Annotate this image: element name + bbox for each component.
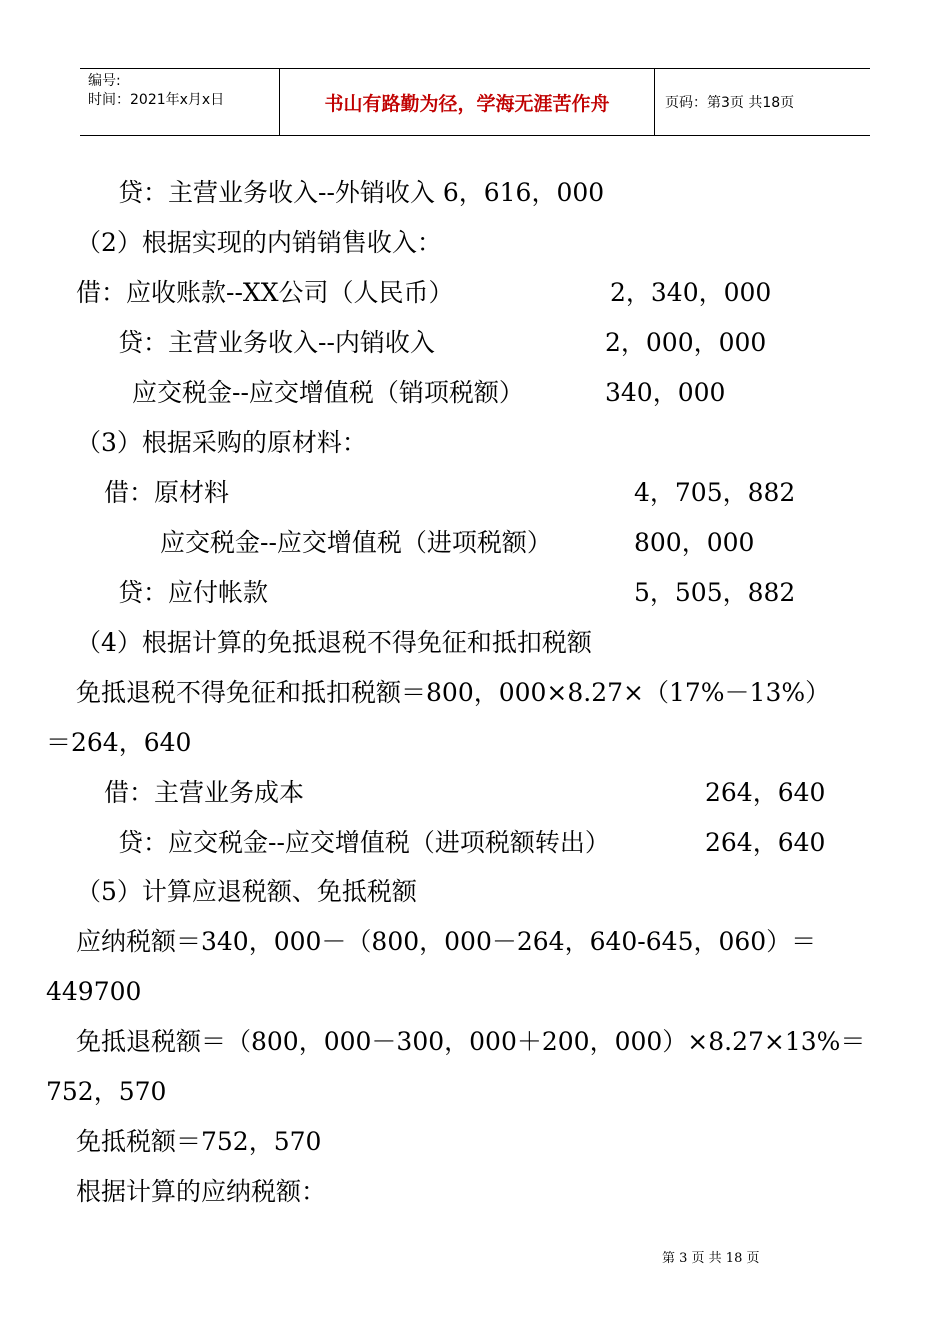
section-heading: （4）根据计算的免抵退税不得免征和抵扣税额 bbox=[76, 628, 592, 657]
entry-line: 借：原材料 bbox=[104, 478, 230, 507]
entry-line: 应交税金--应交增值税（进项税额） bbox=[160, 528, 552, 557]
entry-amount: 340，000 bbox=[605, 378, 726, 407]
formula-line: ＝264，640 bbox=[46, 728, 192, 757]
entry-amount: 4，705，882 bbox=[634, 478, 796, 507]
time-label: 时间：2021年x月x日 bbox=[88, 92, 225, 108]
entry-amount: 264，640 bbox=[705, 778, 826, 807]
section-heading: （3）根据采购的原材料： bbox=[76, 428, 367, 457]
section-heading: （2）根据实现的内销销售收入： bbox=[76, 228, 442, 257]
number-label: 编号: bbox=[88, 73, 121, 89]
entry-amount: 2，340，000 bbox=[610, 278, 772, 307]
entry-line: 借：应收账款--XX公司（人民币） bbox=[76, 278, 454, 307]
entry-line: 借：主营业务成本 bbox=[104, 778, 305, 807]
section-heading: （5）计算应退税额、免抵税额 bbox=[76, 877, 417, 906]
formula-line: 752，570 bbox=[46, 1077, 167, 1106]
entry-line: 贷：应付帐款 bbox=[118, 578, 269, 607]
page-footer: 第 3 页 共 18 页 bbox=[662, 1251, 760, 1266]
formula-line: 449700 bbox=[46, 977, 142, 1006]
formula-line: 免抵退税不得免征和抵扣税额＝800，000×8.27×（17%－13%） bbox=[76, 678, 831, 707]
entry-line: 贷：主营业务收入--外销收入 6，616，000 bbox=[118, 178, 605, 207]
document-header bbox=[80, 68, 870, 136]
formula-line: 免抵退税额＝（800，000－300，000＋200，000）×8.27×13%＝ bbox=[76, 1027, 866, 1056]
entry-line: 贷：应交税金--应交增值税（进项税额转出） bbox=[118, 828, 610, 857]
entry-line: 应交税金--应交增值税（销项税额） bbox=[132, 378, 524, 407]
header-motto: 书山有路勤为径，学海无涯苦作舟 bbox=[280, 69, 655, 135]
header-meta bbox=[80, 69, 280, 135]
entry-line: 贷：主营业务收入--内销收入 bbox=[118, 328, 435, 357]
entry-amount: 264，640 bbox=[705, 828, 826, 857]
formula-line: 免抵税额＝752，570 bbox=[76, 1127, 322, 1156]
section-heading: 根据计算的应纳税额： bbox=[76, 1177, 327, 1206]
entry-amount: 5，505，882 bbox=[634, 578, 796, 607]
entry-amount: 800，000 bbox=[634, 528, 755, 557]
formula-line: 应纳税额＝340，000－（800，000－264，640-645，060）＝ bbox=[76, 927, 817, 956]
entry-amount: 2，000，000 bbox=[605, 328, 767, 357]
header-page-info: 页码：第3页 共18页 bbox=[665, 95, 795, 111]
